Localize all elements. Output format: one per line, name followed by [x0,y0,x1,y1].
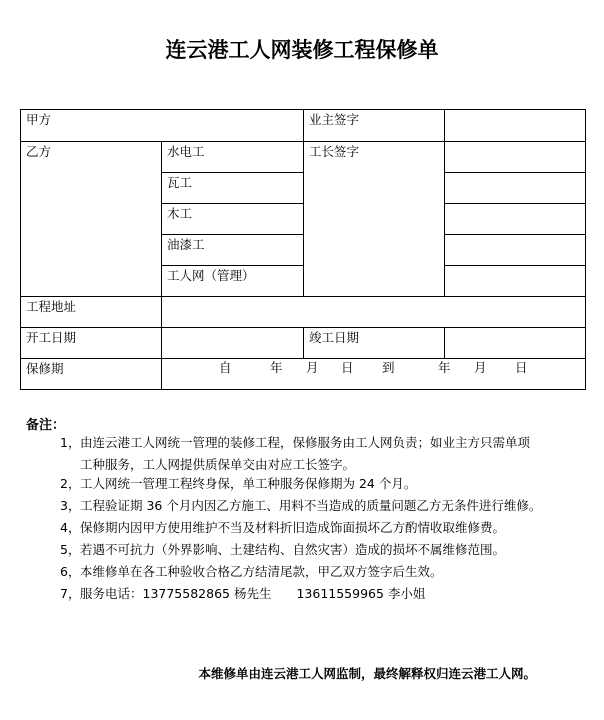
note-number: 2， [60,476,81,491]
label-start-date: 开工日期 [26,330,77,345]
note-line: 工种服务，工人网提供质保单交由对应工长签字。 [80,457,356,472]
note-number: 1， [60,435,81,450]
label-completion-date: 竣工日期 [309,330,360,345]
col-line [303,109,304,141]
document-title: 连云港工人网装修工程保修单 [165,37,439,62]
table-border-left [20,109,21,390]
row-line [20,296,586,297]
label-warranty-period: 保修期 [26,361,64,376]
note-line: 保修期内因甲方使用维护不当及材料折旧造成饰面损坏乙方酌情收取维修费。 [80,520,506,535]
date-year-label-2: 年 [438,360,451,375]
trade-plumbing-electrical: 水电工 [167,144,205,159]
note-number: 5， [60,542,81,557]
trade-row-line [161,203,303,204]
date-from-label: 自 [219,360,232,375]
note-line: 工人网统一管理工程终身保，单工种服务保修期为 24 个月。 [80,476,417,491]
trade-carpenter: 木工 [167,206,193,221]
date-day-label: 日 [341,360,354,375]
note-number: 7， [60,586,81,601]
trade-painter: 油漆工 [167,237,205,252]
note-number: 6， [60,564,81,579]
col-line [444,141,445,296]
sign-row-line [444,203,586,204]
service-phone-line: 服务电话：13775582865 杨先生 13611559965 李小姐 [80,586,426,601]
date-to-label: 到 [382,360,395,375]
note-number: 3， [60,498,81,513]
table-border-bottom [20,389,586,390]
date-month-label: 月 [306,360,319,375]
col-line [444,109,445,141]
date-month-label-2: 月 [474,360,487,375]
label-yi-fang: 乙方 [26,144,52,159]
note-line: 工程验证期 36 个月内因乙方施工、用料不当造成的质量问题乙方无条件进行维修。 [80,498,542,513]
col-line [303,141,304,296]
trade-row-line [161,265,303,266]
label-owner-signature: 业主签字 [309,112,360,127]
trade-tiler: 瓦工 [167,175,193,190]
date-year-label: 年 [270,360,283,375]
col-line [444,327,445,359]
sign-row-line [444,234,586,235]
label-project-address: 工程地址 [26,299,77,314]
footer-statement: 本维修单由连云港工人网监制，最终解释权归连云港工人网。 [198,666,536,681]
trade-row-line [161,172,303,173]
note-number: 4， [60,520,81,535]
sign-row-line [444,265,586,266]
label-foreman-signature: 工长签字 [309,144,360,159]
notes-heading: 备注： [26,418,66,433]
note-line: 本维修单在各工种验收合格乙方结清尾款，甲乙双方签字后生效。 [80,564,443,579]
table-border-right [585,109,586,390]
trade-management: 工人网（管理） [167,268,255,283]
note-item-1 [60,432,590,476]
date-day-label-2: 日 [515,360,528,375]
note-line: 若遇不可抗力（外界影响、土建结构、自然灾害）造成的损坏不属维修范围。 [80,542,506,557]
note-line: 由连云港工人网统一管理的装修工程，保修服务由工人网负责；如业主方只需单项 [80,435,531,450]
col-line [303,327,304,359]
col-line [161,141,162,390]
sign-row-line [444,172,586,173]
note-text [80,432,590,476]
label-jia-fang: 甲方 [26,112,52,127]
trade-row-line [161,234,303,235]
